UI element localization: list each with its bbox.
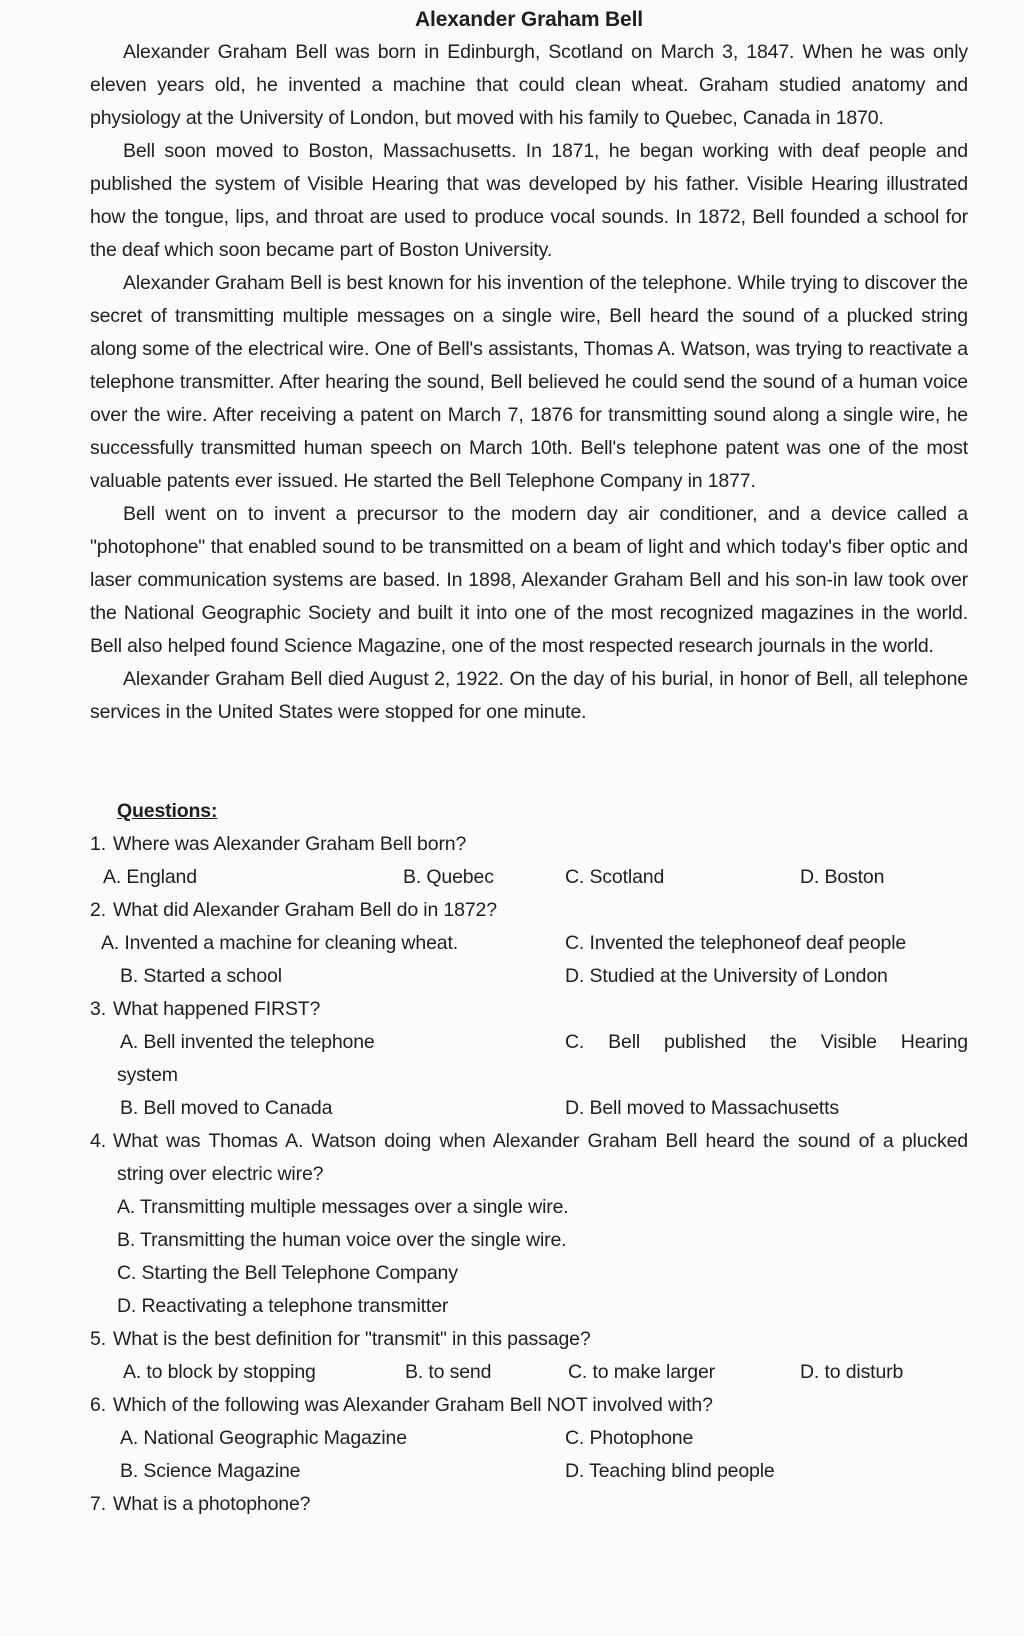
question-3-number: 3. bbox=[90, 998, 106, 1020]
question-5-text: What is the best definition for "transmit" in this passage? bbox=[112, 1328, 591, 1350]
question-3-options-row-1 bbox=[90, 1026, 968, 1059]
q4-option-d: D. Reactivating a telephone transmitter bbox=[117, 1295, 449, 1317]
question-6-options-row-1 bbox=[90, 1422, 968, 1455]
question-1-options bbox=[90, 861, 968, 894]
question-5-options bbox=[90, 1356, 968, 1389]
passage bbox=[90, 36, 968, 729]
passage-paragraph-4: Bell went on to invent a precursor to the modern day air conditioner, and a device called a "photophone" that enabled sound to be transmitted on a beam of light and which today's fiber optic and laser communication systems are based. In 1898, Alexander Graham Bell and his son-in law took over the National Geographic Society and built it into one of the most recognized magazines in the world. Bell also helped found Science Magazine, one of the most respected research journals in the world. bbox=[90, 503, 968, 657]
question-5-number: 5. bbox=[90, 1328, 106, 1350]
q5-option-a: A. to block by stopping bbox=[123, 1361, 316, 1383]
q4-option-c: C. Starting the Bell Telephone Company bbox=[117, 1262, 458, 1284]
q2-option-d: D. Studied at the University of London bbox=[565, 965, 888, 987]
question-1-text: Where was Alexander Graham Bell born? bbox=[112, 833, 467, 855]
q3-option-c: C. Bell published the Visible Hearing bbox=[565, 1031, 968, 1053]
q2-option-a: A. Invented a machine for cleaning wheat. bbox=[101, 932, 458, 954]
question-5 bbox=[90, 1323, 968, 1356]
q5-option-c: C. to make larger bbox=[568, 1361, 716, 1383]
q1-option-d: D. Boston bbox=[800, 866, 885, 888]
question-6-options-row-2 bbox=[90, 1455, 968, 1488]
question-1 bbox=[90, 828, 968, 861]
question-6-number: 6. bbox=[90, 1394, 106, 1416]
q6-option-d: D. Teaching blind people bbox=[565, 1460, 775, 1482]
q5-option-d: D. to disturb bbox=[800, 1361, 904, 1383]
question-2-options-row-2 bbox=[90, 960, 968, 993]
q5-option-b: B. to send bbox=[405, 1361, 492, 1383]
question-6-text: Which of the following was Alexander Graham Bell NOT involved with? bbox=[112, 1394, 713, 1416]
q3-option-a: A. Bell invented the telephone bbox=[120, 1031, 375, 1053]
passage-paragraph-2: Bell soon moved to Boston, Massachusetts. In 1871, he began working with deaf people and published the system of Visible Hearing that was developed by his father. Visible Hearing illustrated how the tongue, lips, and throat are used to produce vocal sounds. In 1872, Bell founded a school for the deaf which soon became part of Boston University. bbox=[90, 140, 968, 261]
question-6 bbox=[90, 1389, 968, 1422]
q2-option-c: C. Invented the telephoneof deaf people bbox=[565, 932, 907, 954]
question-3 bbox=[90, 993, 968, 1026]
question-3-options-row-2 bbox=[90, 1092, 968, 1125]
question-2-number: 2. bbox=[90, 899, 106, 921]
q6-option-a: A. National Geographic Magazine bbox=[120, 1427, 407, 1449]
q6-option-b: B. Science Magazine bbox=[120, 1460, 301, 1482]
q6-option-c: C. Photophone bbox=[565, 1427, 694, 1449]
q3-option-d: D. Bell moved to Massachusetts bbox=[565, 1097, 840, 1119]
passage-paragraph-5: Alexander Graham Bell died August 2, 1922. On the day of his burial, in honor of Bell, all telephone services in the United States were stopped for one minute. bbox=[90, 668, 968, 723]
question-7-number: 7. bbox=[90, 1493, 106, 1515]
q3-option-b: B. Bell moved to Canada bbox=[120, 1097, 333, 1119]
question-2 bbox=[90, 894, 968, 927]
q3-option-a-continuation: system bbox=[117, 1064, 178, 1086]
question-1-number: 1. bbox=[90, 833, 106, 855]
q1-option-c: C. Scotland bbox=[565, 866, 665, 888]
q4-option-b: B. Transmitting the human voice over the single wire. bbox=[117, 1229, 567, 1251]
q1-option-b: B. Quebec bbox=[403, 866, 494, 888]
question-3-text: What happened FIRST? bbox=[112, 998, 321, 1020]
page-title: Alexander Graham Bell bbox=[415, 8, 643, 31]
questions-heading: Questions: bbox=[117, 800, 218, 822]
question-4-number: 4. bbox=[90, 1130, 106, 1152]
question-2-text: What did Alexander Graham Bell do in 1872? bbox=[112, 899, 497, 921]
passage-paragraph-1: Alexander Graham Bell was born in Edinburgh, Scotland on March 3, 1847. When he was only eleven years old, he invented a machine that could clean wheat. Graham studied anatomy and physiology at the University of London, but moved with his family to Quebec, Canada in 1870. bbox=[90, 41, 968, 129]
q2-option-b: B. Started a school bbox=[120, 965, 282, 987]
question-4-text: What was Thomas A. Watson doing when Alexander Graham Bell heard the sound of a plucked string over electric wire? bbox=[112, 1130, 968, 1185]
passage-paragraph-3: Alexander Graham Bell is best known for his invention of the telephone. While trying to discover the secret of transmitting multiple messages on a single wire, Bell heard the sound of a plucked string along some of the electrical wire. One of Bell's assistants, Thomas A. Watson, was trying to reactivate a telephone transmitter. After hearing the sound, Bell believed he could send the sound of a human voice over the wire. After receiving a patent on March 7, 1876 for transmitting sound along a single wire, he successfully transmitted human speech on March 10th. Bell's telephone patent was one of the most valuable patents ever issued. He started the Bell Telephone Company in 1877. bbox=[90, 272, 968, 492]
question-4 bbox=[90, 1125, 968, 1191]
q4-option-a: A. Transmitting multiple messages over a single wire. bbox=[117, 1196, 569, 1218]
q1-option-a: A. England bbox=[103, 866, 197, 888]
question-2-options-row-1 bbox=[90, 927, 968, 960]
question-7 bbox=[90, 1488, 968, 1521]
question-7-text: What is a photophone? bbox=[112, 1493, 311, 1515]
